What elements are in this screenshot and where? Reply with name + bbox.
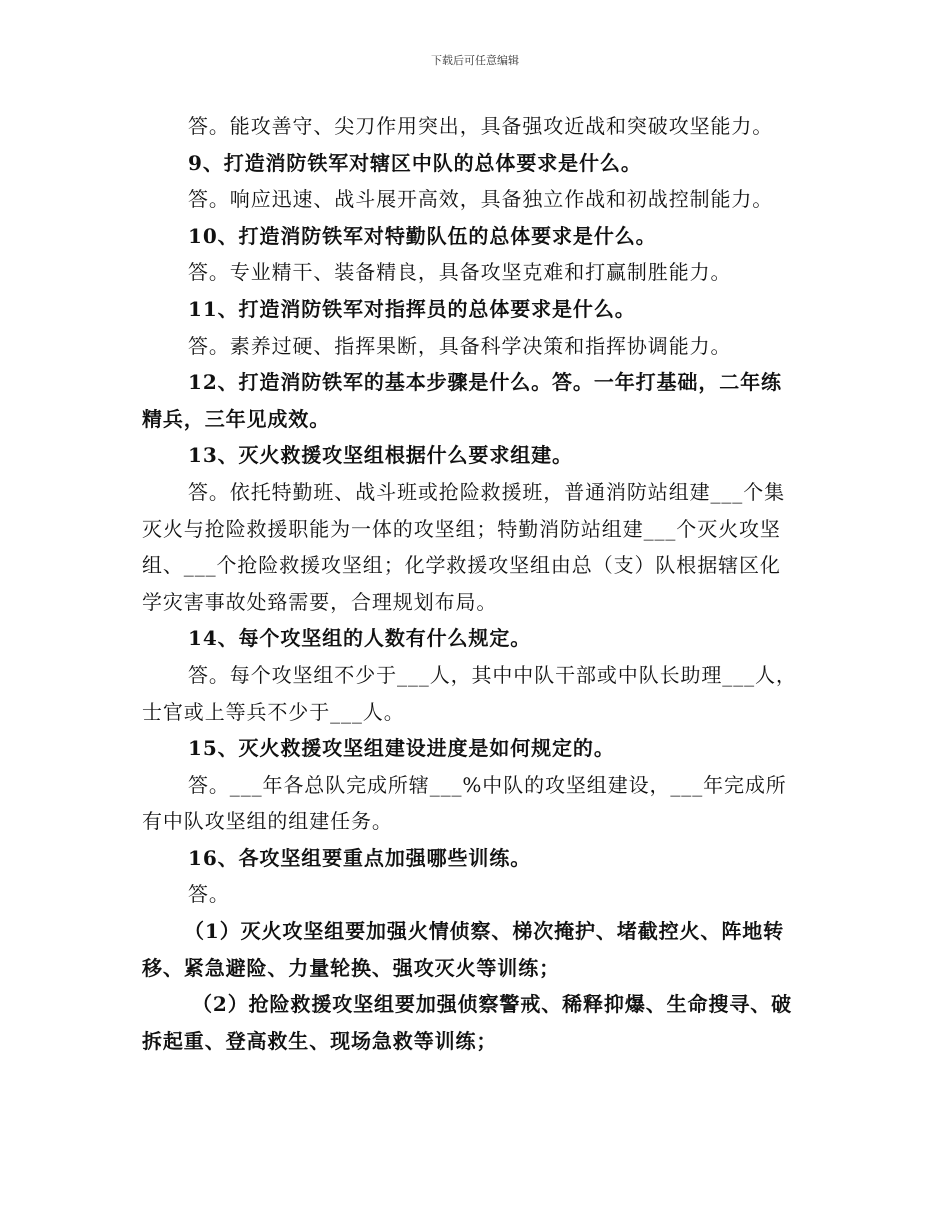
question-11: 11、打造消防铁军对指挥员的总体要求是什么。 xyxy=(188,296,636,321)
answer-13-cont-1: 灭火与抢险救援职能为一体的攻坚组；特勤消防站组建___个灭火攻坚 xyxy=(142,516,781,541)
question-15: 15、灭火救援攻坚组建设进度是如何规定的。 xyxy=(188,736,615,761)
answer-8: 答。能攻善守、尖刀作用突出，具备强攻近战和突破攻坚能力。 xyxy=(188,114,774,138)
answer-14-cont: 士官或上等兵不少于___人。 xyxy=(142,699,405,724)
document-body xyxy=(142,108,814,1059)
answer-13: 答。依托特勤班、战斗班或抢险救援班，普通消防站组建___个集 xyxy=(188,479,785,504)
question-12-cont: 精兵，三年见成效。 xyxy=(142,406,331,431)
question-16: 16、各攻坚组要重点加强哪些训练。 xyxy=(188,845,532,870)
answer-16-item-1-cont: 移、紧急避险、力量轮换、强攻灭火等训练； xyxy=(142,955,560,980)
page-header: 下载后可任意编辑 xyxy=(431,54,519,67)
answer-10: 答。专业精干、装备精良，具备攻坚克难和打赢制胜能力。 xyxy=(188,260,732,285)
answer-16-item-2-cont: 拆起重、登高救生、现场急救等训练； xyxy=(142,1028,498,1053)
question-14: 14、每个攻坚组的人数有什么规定。 xyxy=(188,626,532,651)
question-13: 13、灭火救援攻坚组根据什么要求组建。 xyxy=(188,443,573,468)
answer-11: 答。素养过硬、指挥果断，具备科学决策和指挥协调能力。 xyxy=(188,333,732,358)
answer-13-cont-3: 学灾害事故处臵需要，合理规划布局。 xyxy=(142,589,498,614)
question-10: 10、打造消防铁军对特勤队伍的总体要求是什么。 xyxy=(188,223,657,248)
question-9: 9、打造消防铁军对辖区中队的总体要求是什么。 xyxy=(188,150,642,175)
answer-13-cont-2: 组、___个抢险救援攻坚组；化学救援攻坚组由总（支）队根据辖区化 xyxy=(142,553,781,578)
answer-15-cont: 有中队攻坚组的组建任务。 xyxy=(142,809,393,834)
answer-16: 答。 xyxy=(188,882,230,907)
answer-14: 答。每个攻坚组不少于___人，其中中队干部或中队长助理___人， xyxy=(188,662,797,687)
answer-15: 答。___年各总队完成所辖___%中队的攻坚组建设，___年完成所 xyxy=(188,772,787,797)
question-12: 12、打造消防铁军的基本步骤是什么。答。一年打基础，二年练 xyxy=(188,370,782,395)
answer-9: 答。响应迅速、战斗展开高效，具备独立作战和初战控制能力。 xyxy=(188,187,774,212)
answer-16-item-2: （2）抢险救援攻坚组要加强侦察警戒、稀释抑爆、生命搜寻、破 xyxy=(192,992,793,1017)
answer-16-item-1: （1）灭火攻坚组要加强火情侦察、梯次掩护、堵截控火、阵地转 xyxy=(184,919,785,944)
